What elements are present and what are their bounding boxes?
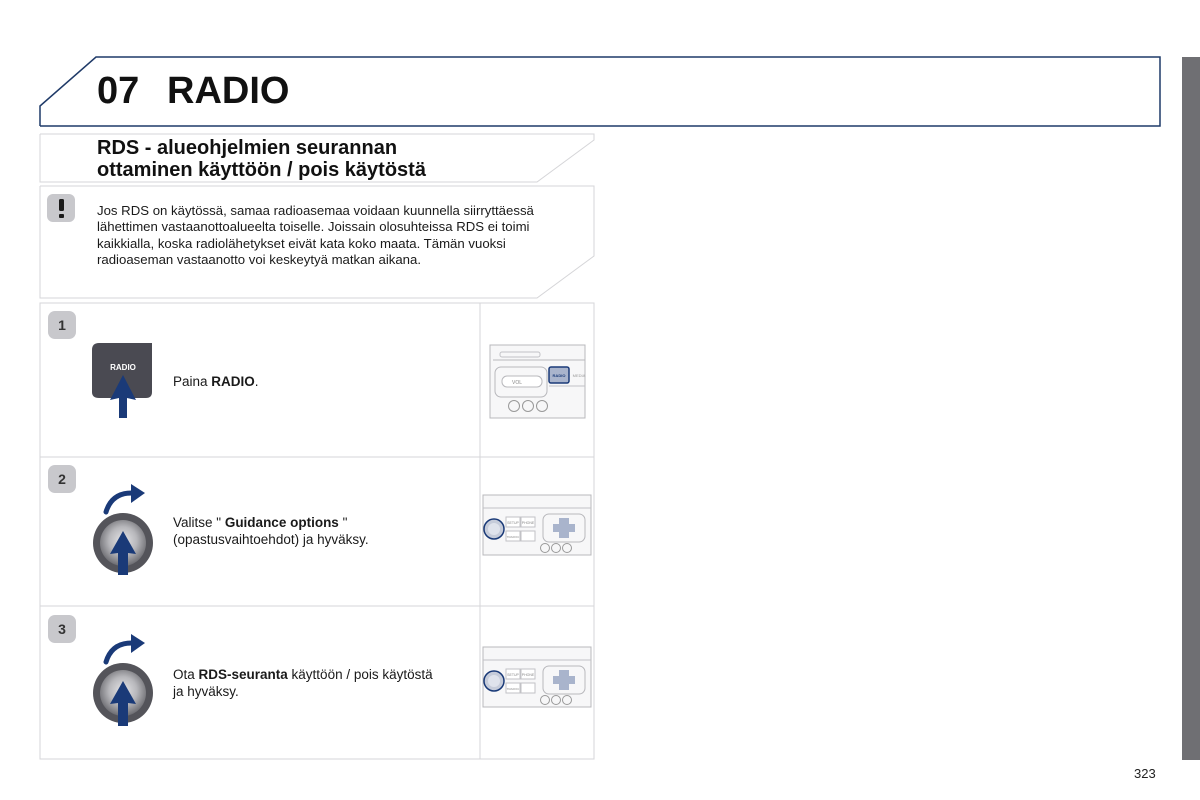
svg-text:1: 1 bbox=[58, 317, 66, 333]
svg-text:SETUP: SETUP bbox=[507, 673, 519, 677]
svg-text:SETUP: SETUP bbox=[507, 521, 519, 525]
svg-text:TRAFFIC: TRAFFIC bbox=[506, 687, 520, 691]
step-badge-2 bbox=[48, 465, 76, 493]
section-title-line-2: ottaminen käyttöön / pois käytöstä bbox=[97, 159, 426, 181]
svg-text:TRAFFIC: TRAFFIC bbox=[506, 535, 520, 539]
step-2-keyword: Guidance options bbox=[224, 515, 339, 530]
svg-text:2: 2 bbox=[58, 471, 66, 487]
radio-panel-illustration-2 bbox=[483, 495, 591, 555]
chapter-number: 07 bbox=[97, 70, 140, 112]
step-2-instruction: Valitse " Guidance options " (opastusvaihtoehdot) ja hyväksy. bbox=[173, 515, 369, 547]
section-title-line-1: RDS - alueohjelmien seurannan bbox=[97, 137, 398, 159]
warning-text: Jos RDS on käytössä, samaa radioasemaa voidaan kuunnella siirryttäessä lähettimen vastaanottoalueelta toiselle. Joissain olosuhteissa RDS ei toimi kaikkialla, koska radiolähetykset eivät kata koko maata. Tämän vuoksi radioaseman vastaanotto voi keskeytyä matkan aikana. bbox=[97, 203, 534, 267]
svg-text:VOL: VOL bbox=[511, 380, 523, 386]
radio-panel-illustration-1 bbox=[490, 345, 586, 418]
step-3-instruction: Ota RDS-seuranta käyttöön / pois käytöstä ja hyväksy. bbox=[173, 667, 433, 699]
chapter-title: RADIO bbox=[167, 70, 290, 112]
svg-text:RADIO: RADIO bbox=[552, 373, 566, 378]
svg-text:MEDIA: MEDIA bbox=[572, 373, 586, 378]
step-1-instruction: Paina RADIO. bbox=[173, 374, 259, 389]
svg-text:3: 3 bbox=[58, 621, 66, 637]
step-3-keyword: RDS-seuranta bbox=[198, 667, 288, 682]
svg-text:PHONE: PHONE bbox=[521, 521, 535, 525]
step-1-keyword: RADIO bbox=[211, 374, 255, 389]
radio-panel-illustration-3 bbox=[483, 647, 591, 707]
svg-text:PHONE: PHONE bbox=[521, 673, 535, 677]
rotate-arrow-icon bbox=[106, 634, 145, 662]
page-number: 323 bbox=[1134, 766, 1156, 781]
step-badge-1 bbox=[48, 311, 76, 339]
step-badge-3 bbox=[48, 615, 76, 643]
rotate-arrow-icon bbox=[106, 484, 145, 512]
svg-text:RADIO: RADIO bbox=[110, 363, 136, 372]
